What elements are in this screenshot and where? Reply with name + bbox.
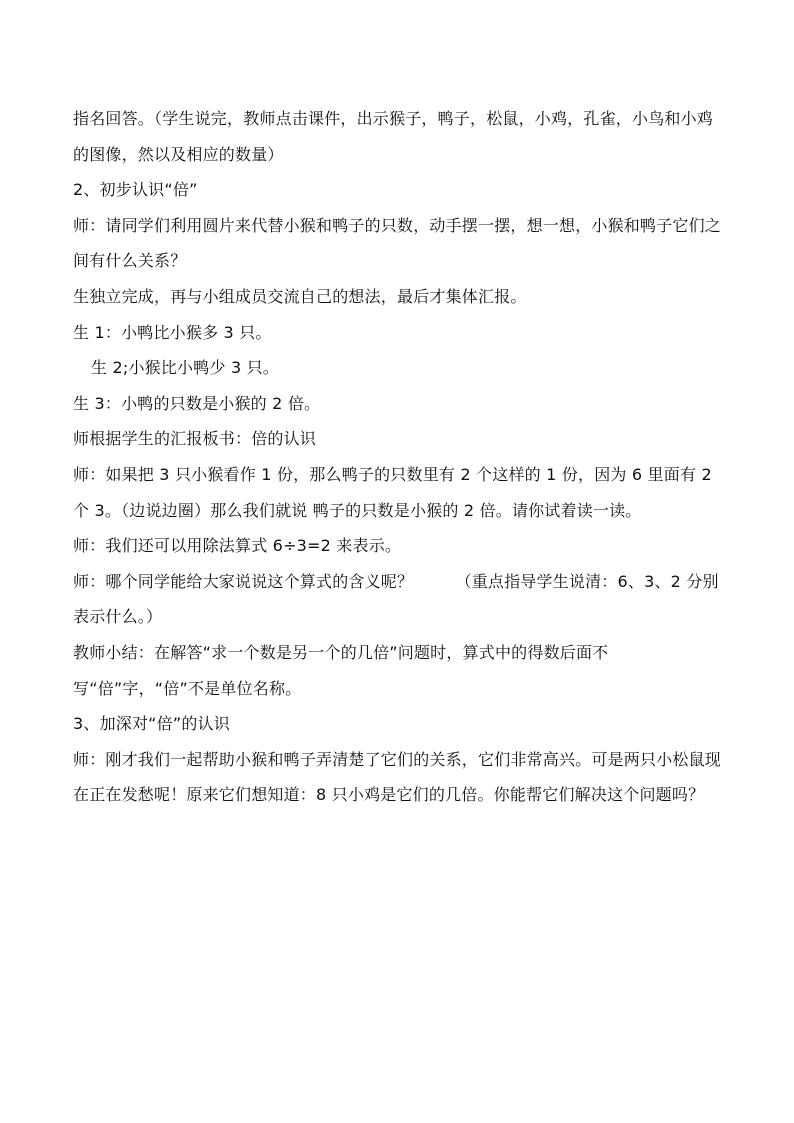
- paragraph-squirrel-problem: 师：刚才我们一起帮助小猴和鸭子弄清楚了它们的关系，它们非常高兴。可是两只小松鼠现在正在发愁呢！原来它们想知道：8 只小鸡是它们的几倍。你能帮它们解决这个问题吗？: [73, 749, 722, 805]
- paragraph-teacher-prompt-discs: 师：请同学们利用圆片来代替小猴和鸭子的只数，动手摆一摆，想一想，小猴和鸭子它们之间有什么关系？: [73, 215, 722, 271]
- heading-initial-understanding: 2、初步认识“倍”: [73, 180, 198, 200]
- paragraph-answer-by-name: 指名回答。（学生说完，教师点击课件，出示猴子，鸭子，松鼠，小鸡，孔雀，小鸟和小鸡的图像，然以及相应的数量）: [73, 109, 714, 164]
- paragraph-teacher-summary: 教师小结：在解答“求一个数是另一个的几倍”问题时，算式中的得数后面不写“倍”字，“倍”不是单位名称。: [73, 642, 609, 698]
- paragraph-student-1: 生 1：小鸭比小猴多 3 只。: [73, 322, 272, 342]
- paragraph-student-3: 生 3：小鸭的只数是小猴的 2 倍。: [73, 393, 321, 413]
- paragraph-division-formula: 师：我们还可以用除法算式 6÷3=2 来表示。: [73, 536, 402, 556]
- paragraph-board-writing: 师根据学生的汇报板书：倍的认识: [73, 429, 317, 449]
- paragraph-student-2: 生 2;小猴比小鸭少 3 只。: [91, 358, 280, 378]
- heading-deepen-understanding: 3、加深对“倍”的认识: [73, 714, 230, 734]
- paragraph-student-group-work: 生独立完成，再与小组成员交流自己的想法，最后才集体汇报。: [73, 286, 527, 306]
- paragraph-teacher-explanation: 师：如果把 3 只小猴看作 1 份，那么鸭子的只数里有 2 个这样的 1 份，因为 6 里面有 2 个 3。（边说边圈）那么我们就说 鸭子的只数是小猴的 2 倍。请你试着读一读。: [73, 464, 718, 520]
- paragraph-formula-meaning: 师：哪个同学能给大家说说这个算式的含义呢？ （重点指导学生说清：6、3、2 分别表示什么。）: [73, 571, 719, 627]
- document-body: [73, 101, 723, 813]
